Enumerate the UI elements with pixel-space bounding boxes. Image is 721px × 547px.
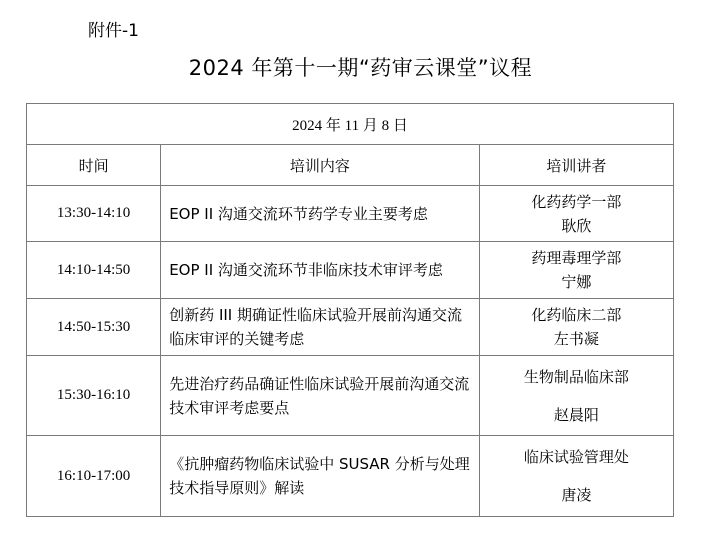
speaker-name: 唐凌 <box>561 486 592 504</box>
page-title: 2024 年第十一期“药审云课堂”议程 <box>188 56 533 80</box>
table-row <box>27 436 674 517</box>
speaker-dept: 化药药学一部 <box>531 192 622 211</box>
content-cell: 《抗肿瘤药物临床试验中 SUSAR 分析与处理技术指导原则》解读 <box>161 436 479 517</box>
time-cell: 14:10-14:50 <box>27 242 161 299</box>
time-cell: 13:30-14:10 <box>27 186 161 242</box>
speaker-dept: 生物制品临床部 <box>523 367 629 386</box>
content-cell: EOP II 沟通交流环节非临床技术审评考虑 <box>161 242 479 299</box>
time-cell: 15:30-16:10 <box>27 356 161 436</box>
speaker-dept: 药理毒理学部 <box>531 249 622 267</box>
table-row <box>27 186 674 242</box>
agenda-table <box>26 103 674 517</box>
content-cell: 先进治疗药品确证性临床试验开展前沟通交流技术审评考虑要点 <box>161 356 479 436</box>
header-speaker: 培训讲者 <box>479 145 673 186</box>
speaker-name: 宁娜 <box>561 273 592 291</box>
time-cell: 14:50-15:30 <box>27 299 161 356</box>
header-content: 培训内容 <box>161 145 479 186</box>
speaker-name: 赵晨阳 <box>553 405 599 424</box>
table-row <box>27 356 674 436</box>
header-time: 时间 <box>27 145 161 186</box>
speaker-cell <box>479 356 673 436</box>
speaker-name: 耿欣 <box>561 216 592 235</box>
table-row <box>27 242 674 299</box>
speaker-cell <box>479 242 673 299</box>
table-row <box>27 299 674 356</box>
speaker-cell <box>479 186 673 242</box>
content-cell: 创新药 III 期确证性临床试验开展前沟通交流临床审评的关键考虑 <box>161 299 479 356</box>
annex-label: 附件-1 <box>88 21 139 41</box>
date-row <box>27 104 674 145</box>
time-cell: 16:10-17:00 <box>27 436 161 517</box>
date-cell: 2024 年 11 月 8 日 <box>27 104 674 145</box>
speaker-dept: 临床试验管理处 <box>523 448 629 466</box>
speaker-cell <box>479 436 673 517</box>
speaker-dept: 化药临床二部 <box>531 306 622 324</box>
speaker-name: 左书凝 <box>553 330 599 348</box>
speaker-cell <box>479 299 673 356</box>
content-cell: EOP II 沟通交流环节药学专业主要考虑 <box>161 186 479 242</box>
header-row <box>27 145 674 186</box>
